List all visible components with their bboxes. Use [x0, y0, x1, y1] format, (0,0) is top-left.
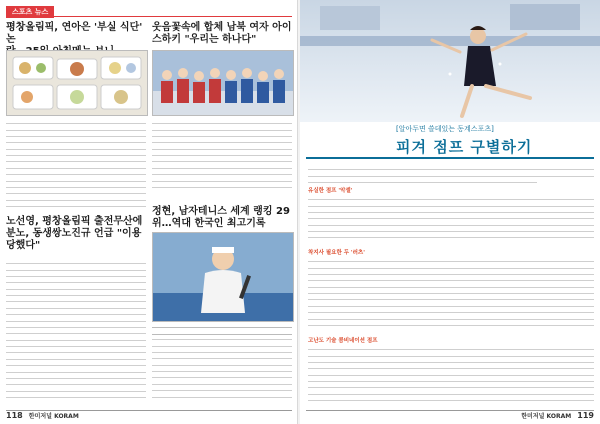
left-footer	[6, 411, 79, 420]
subhead-combination: 고난도 기술 콤비네이션 점프	[308, 338, 378, 344]
section-rule	[6, 16, 292, 17]
right-page	[300, 0, 600, 424]
subhead-lutz: 착지사 필요한 두 '러츠'	[308, 250, 365, 256]
article1-body	[6, 118, 146, 210]
combination-paragraph	[308, 344, 594, 402]
tennis-photo	[152, 232, 294, 322]
team-photo-image	[153, 51, 293, 115]
meal-photo	[6, 50, 148, 116]
article4-headline-line2: 위…역대 한국인 최고기록	[152, 218, 266, 229]
section-tag: 스포츠 뉴스	[6, 6, 54, 18]
figure-skating-photo	[300, 0, 600, 122]
meal-photo-image	[7, 51, 147, 115]
article4-body	[152, 334, 292, 402]
right-page-number: 119	[577, 411, 594, 420]
article2-body	[152, 118, 292, 190]
article2-headline-line1: 웃음꽃속에 합체 남북 여자 아이	[152, 22, 292, 33]
intro-paragraph	[308, 164, 594, 184]
article2-headline-line2: 스하키 "우리는 하나다"	[152, 34, 257, 45]
article1-headline-line1: 평창올림픽, 연아은 '부실 식단' 논	[6, 22, 143, 45]
axel-paragraph	[308, 194, 594, 242]
tennis-photo-image	[153, 233, 293, 321]
article3-headline	[6, 216, 152, 252]
article3-headline-line2: 분노, 동생쌍노진규 언급 "이용	[6, 228, 142, 239]
right-magazine-name: 한미저널 KORAM	[521, 413, 572, 420]
article3-headline-line1: 노선영, 평창올림픽 출전무산에	[6, 216, 143, 227]
article3-headline-line3: 당했다"	[6, 240, 41, 251]
article2-headline	[152, 22, 294, 46]
subhead-axel: 유실한 점프 '악셀'	[308, 188, 353, 194]
article4-headline	[152, 206, 294, 230]
team-photo	[152, 50, 294, 116]
article4-headline-line1: 정현, 남자테니스 세계 랭킹 29	[152, 206, 290, 217]
article-title: 피겨 점프 구별하기	[396, 138, 533, 156]
article3-body	[6, 258, 146, 398]
lutz-paragraph	[308, 256, 594, 328]
right-footer	[521, 411, 594, 420]
tennis-caption	[152, 322, 292, 335]
figure-skating-image	[300, 0, 600, 122]
series-kicker: [알아두면 쓸데있는 동계스포츠]	[396, 125, 494, 133]
left-page	[0, 0, 298, 424]
left-page-number: 118	[6, 411, 23, 420]
left-magazine-name: 한미저널 KORAM	[28, 413, 79, 420]
title-rule	[306, 157, 594, 159]
